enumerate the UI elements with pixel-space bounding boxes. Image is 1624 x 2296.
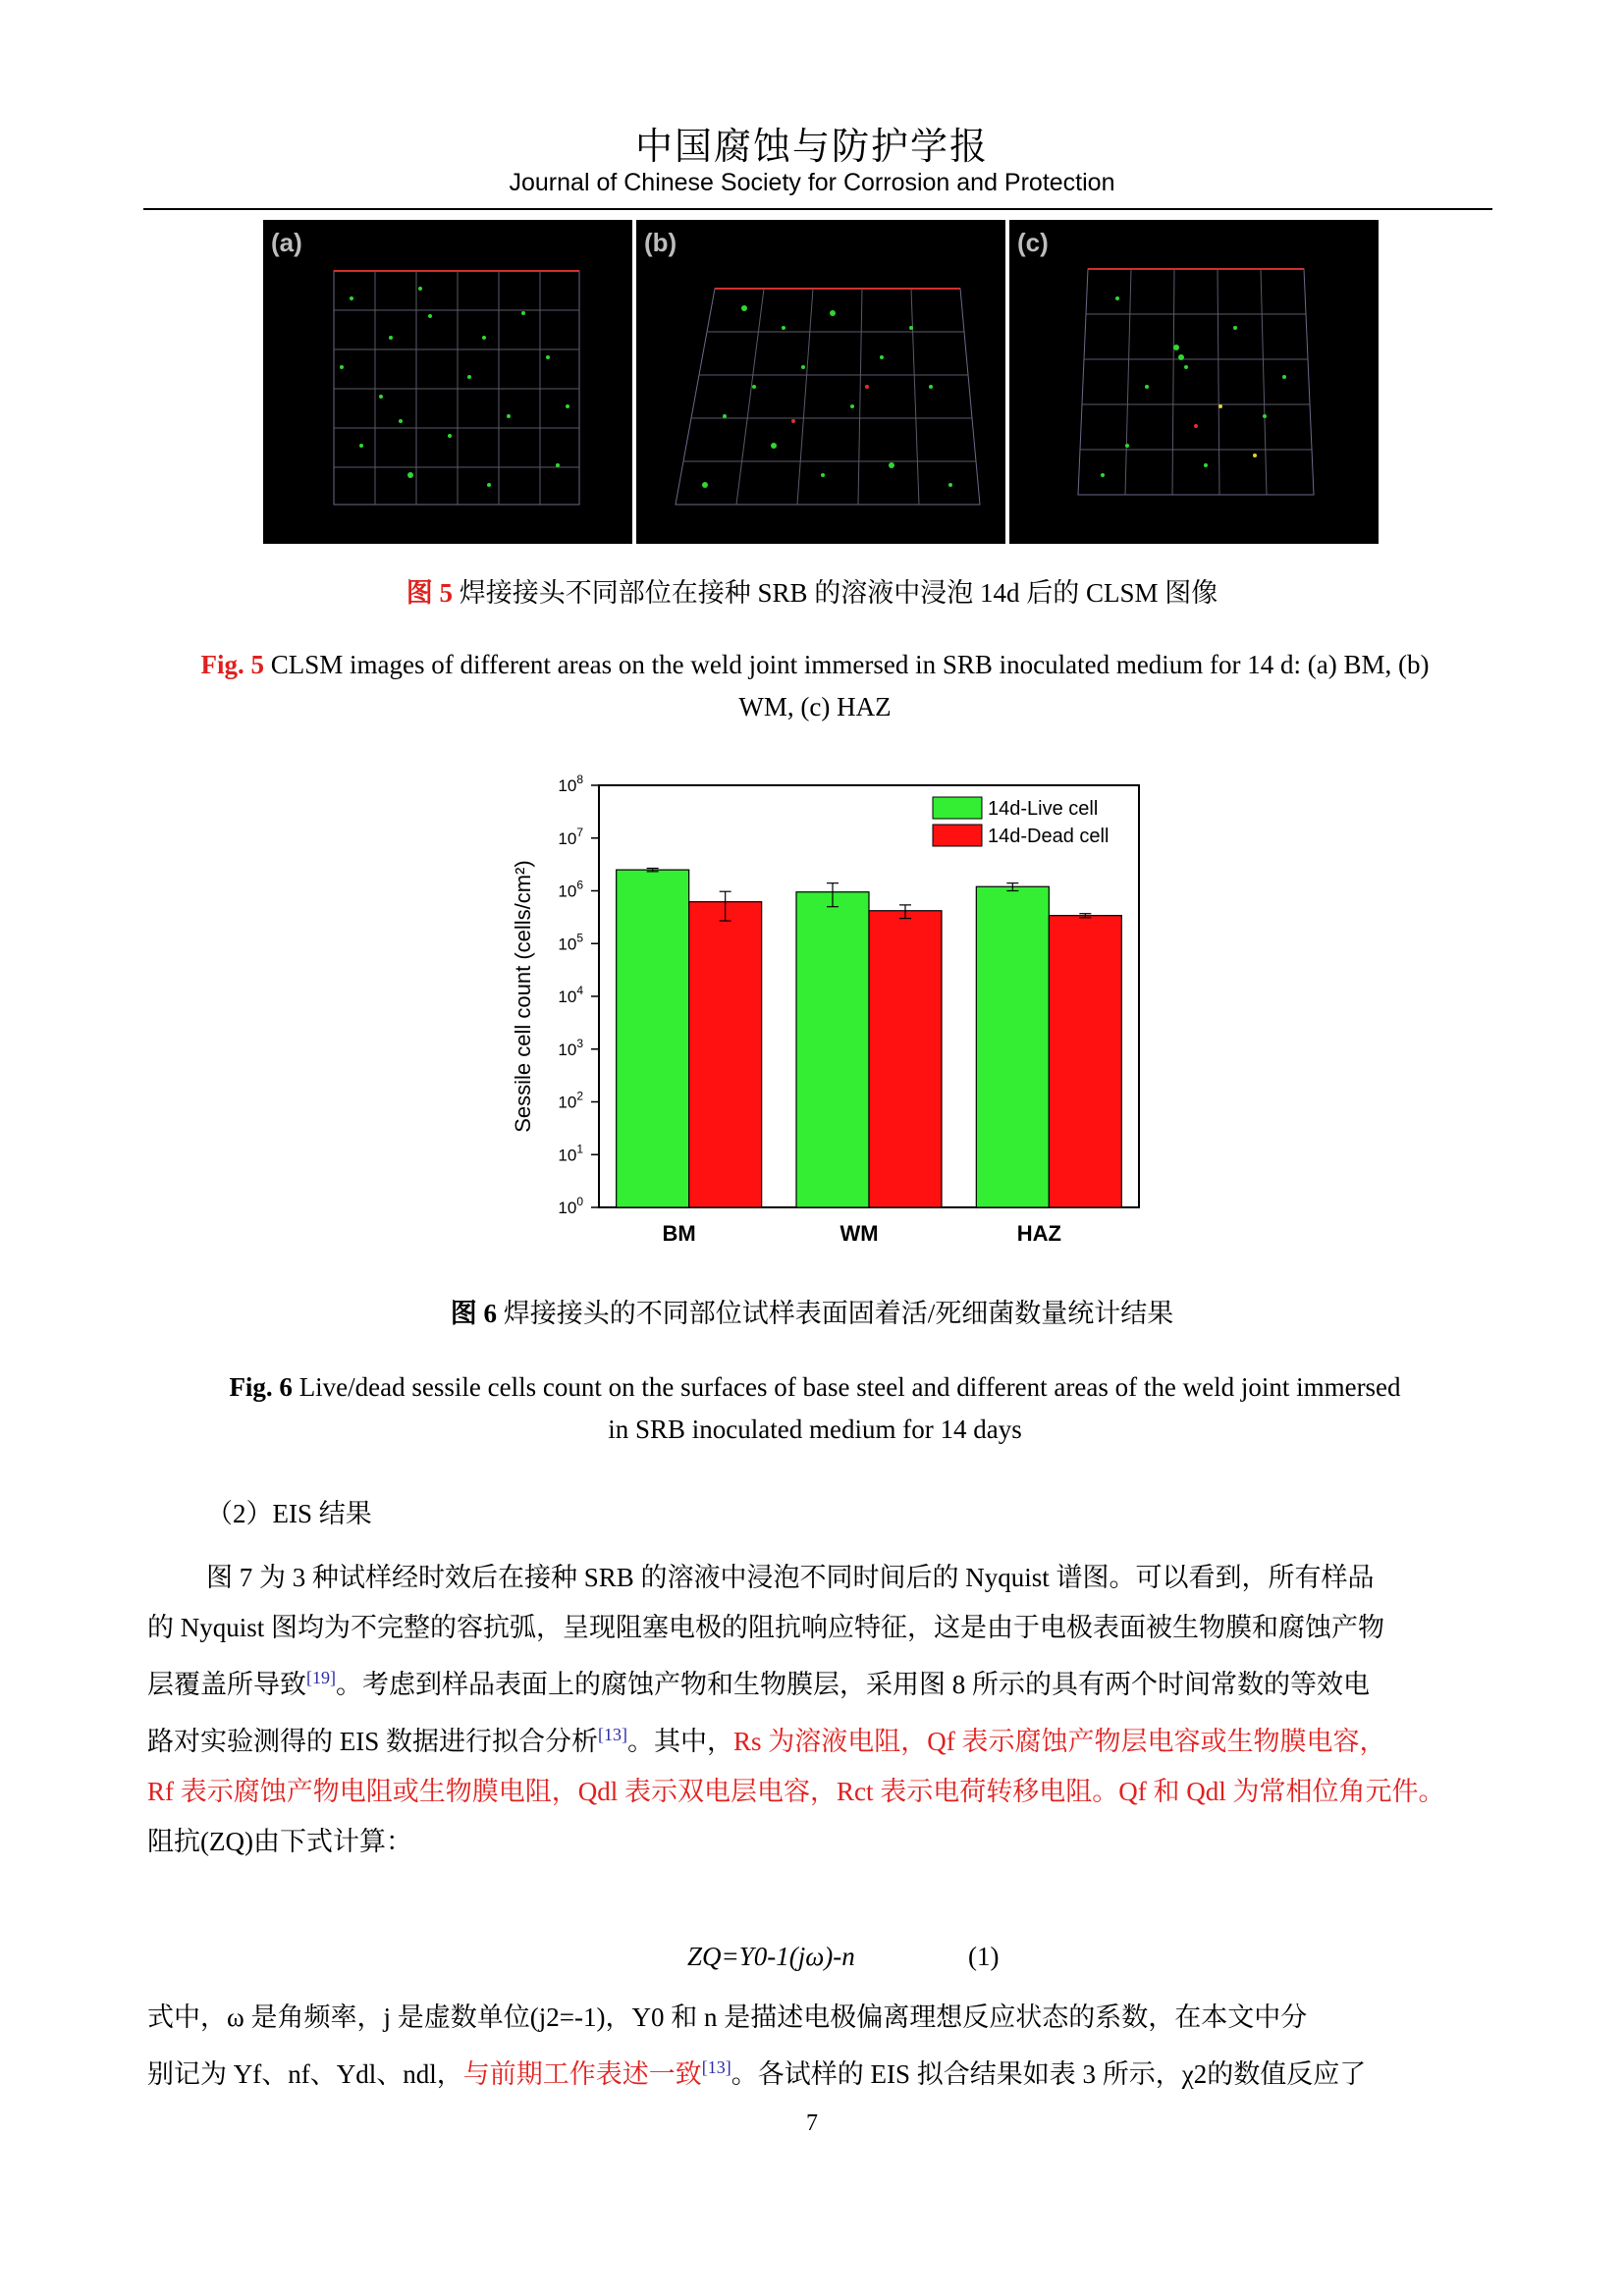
- journal-title-en: Journal of Chinese Society for Corrosion and Protection: [509, 169, 1115, 196]
- bar-wm-0: [796, 892, 869, 1207]
- para1-line4a: 路对实验测得的 EIS 数据进行拟合分析: [147, 1727, 598, 1756]
- body-paragraph-2: [147, 1993, 1483, 2100]
- para1-line1: 图 7 为 3 种试样经时效后在接种 SRB 的溶液中浸泡不同时间后的 Nyquist 谱图。可以看到，所有样品: [206, 1563, 1375, 1592]
- figure5-caption-cn: [0, 571, 1624, 610]
- bar-bm-0: [617, 870, 689, 1207]
- y-tick-label: $10^2$: [558, 1089, 583, 1112]
- y-tick-label: $10^6$: [558, 878, 583, 901]
- y-tick-label: $10^3$: [558, 1036, 583, 1059]
- panel-label-a: (a): [271, 228, 302, 257]
- figure6-caption-en-line1: Live/dead sessile cells count on the surfaces of base steel and different areas of the weld joint immersed: [298, 1372, 1401, 1402]
- bar-wm-1: [869, 911, 942, 1207]
- para1-line6: 阻抗(ZQ)由下式计算：: [147, 1827, 412, 1856]
- y-tick-label: $10^7$: [558, 825, 583, 848]
- bar-haz-1: [1049, 916, 1121, 1207]
- y-tick-label: $10^1$: [558, 1142, 583, 1165]
- y-tick-label: $10^0$: [558, 1195, 583, 1217]
- para1-line4: [147, 1710, 1483, 1767]
- journal-title-cn: 中国腐蚀与防护学报: [634, 125, 989, 168]
- clsm-grid-b: [636, 220, 1005, 544]
- cell-count-bar-chart: [491, 766, 1159, 1276]
- figure5-caption-en-line1: CLSM images of different areas on the weld joint immersed in SRB inoculated medium for 14 d: (a) BM, (b): [270, 650, 1430, 679]
- x-tick-label-haz: HAZ: [1016, 1221, 1061, 1246]
- figure5-label-en: Fig. 5: [200, 650, 264, 679]
- body-paragraph-1: [147, 1553, 1483, 1867]
- para1-line3b: 。考虑到样品表面上的腐蚀产物和生物膜层，采用图 8 所示的具有两个时间常数的等效电: [336, 1670, 1370, 1699]
- para2-line2a: 别记为 Yf、nf、Ydl、ndl，: [147, 2059, 463, 2089]
- figure5-caption-en-line2: WM, (c) HAZ: [738, 692, 892, 721]
- y-tick-label: $10^5$: [558, 931, 583, 954]
- clsm-image-a: [263, 220, 632, 544]
- equation-formula: ZQ=Y0-1(jω)-n: [687, 1942, 855, 1971]
- page-number: 7: [806, 2110, 818, 2136]
- para2-consistency-note: 与前期工作表述一致: [462, 2059, 702, 2089]
- citation-13a[interactable]: [13]: [598, 1725, 627, 1744]
- para1-line5: Rf 表示腐蚀产物电阻或生物膜电阻，Qdl 表示双电层电容，Rct 表示电荷转移电阻。Qf 和 Qdl 为常相位角元件。: [147, 1777, 1445, 1806]
- figure6-label-cn: 图 6: [450, 1299, 497, 1328]
- para1-line3a: 层覆盖所导致: [147, 1670, 306, 1699]
- figure6-caption-en-line2: in SRB inoculated medium for 14 days: [608, 1415, 1022, 1444]
- figure6-caption-en: [147, 1366, 1483, 1451]
- bar-bm-1: [689, 902, 762, 1207]
- para1-rs-definition: Rs 为溶液电阻，Qf 表示腐蚀产物层电容或生物膜电容，: [733, 1727, 1386, 1756]
- header-divider: [143, 208, 1492, 210]
- para1-line3: [147, 1653, 1483, 1710]
- para2-line2: [147, 2043, 1483, 2100]
- y-axis-label: Sessile cell count (cells/cm²): [511, 860, 535, 1133]
- bar-haz-0: [976, 886, 1049, 1207]
- legend-swatch-1: [933, 825, 982, 846]
- x-tick-label-bm: BM: [662, 1221, 696, 1246]
- para1-line2: 的 Nyquist 图均为不完整的容抗弧，呈现阻塞电极的阻抗响应特征，这是由于电极表面被生物膜和腐蚀产物: [147, 1613, 1385, 1642]
- citation-13b[interactable]: [13]: [701, 2057, 731, 2077]
- legend-swatch-0: [933, 797, 982, 819]
- figure5-caption-cn-text: 焊接接头不同部位在接种 SRB 的溶液中浸泡 14d 后的 CLSM 图像: [459, 578, 1218, 608]
- citation-19[interactable]: [19]: [306, 1668, 336, 1687]
- legend-label-0: 14d-Live cell: [988, 798, 1099, 820]
- y-tick-label: $10^4$: [558, 984, 583, 1006]
- figure6-caption-cn: [0, 1292, 1624, 1330]
- para2-line2b: 。各试样的 EIS 拟合结果如表 3 所示，χ2的数值反应了: [731, 2059, 1367, 2089]
- panel-label-c: (c): [1017, 228, 1049, 257]
- para2-line1: 式中，ω 是角频率，j 是虚数单位(j2=-1)，Y0 和 n 是描述电极偏离理想反应状态的系数，在本文中分: [147, 2002, 1308, 2032]
- figure6-label-en: Fig. 6: [229, 1372, 293, 1402]
- clsm-grid-a: [263, 220, 632, 544]
- figure5-caption-en: [147, 644, 1483, 728]
- legend-label-1: 14d-Dead cell: [988, 826, 1110, 847]
- figure5-label-cn: 图 5: [406, 578, 453, 608]
- para1-line4b: 。其中，: [627, 1727, 733, 1756]
- x-tick-label-wm: WM: [839, 1221, 879, 1246]
- y-tick-label: $10^8$: [558, 773, 583, 795]
- figure6-caption-cn-text: 焊接接头的不同部位试样表面固着活/死细菌数量统计结果: [503, 1299, 1174, 1328]
- clsm-image-c: [1009, 220, 1379, 544]
- section-heading: （2）EIS 结果: [206, 1499, 372, 1528]
- clsm-image-b: [636, 220, 1005, 544]
- panel-label-b: (b): [644, 228, 677, 257]
- clsm-grid-c: [1009, 220, 1379, 544]
- equation-number: (1): [968, 1942, 1000, 1971]
